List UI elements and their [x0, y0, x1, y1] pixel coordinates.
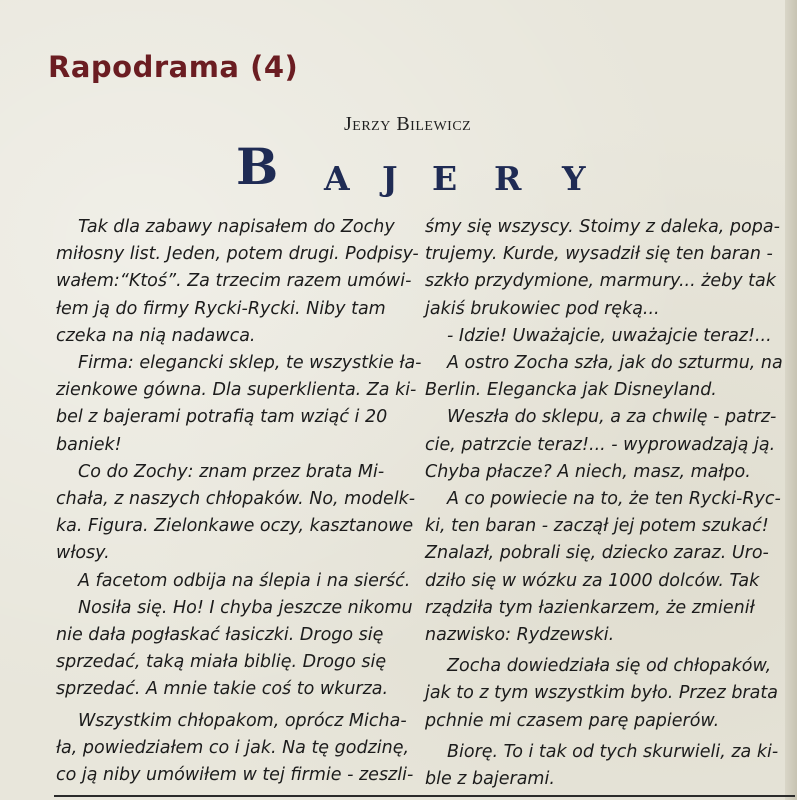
text-line: czeka na nią nadawca.	[56, 325, 256, 346]
text-line: szkło przydymione, marmury... żeby tak	[425, 271, 776, 292]
text-line: Berlin. Elegancka jak Disneyland.	[425, 380, 717, 401]
text-line: Nosiła się. Ho! I chyba jeszcze nikomu	[78, 597, 413, 618]
text-line: Zocha dowiedziała się od chłopaków,	[447, 656, 772, 677]
text-line: rządziła tym łazienkarzem, że zmienił	[425, 597, 755, 618]
text-line: baniek!	[56, 434, 122, 455]
text-line: sprzedać. A mnie takie coś to wkurza.	[56, 679, 389, 700]
author-name: Jerzy Bilewicz	[344, 113, 472, 135]
article-column-left	[56, 214, 422, 789]
text-line: ble z bajerami.	[425, 769, 555, 790]
text-line: A ostro Zocha szła, jak do szturmu, na	[447, 353, 783, 374]
title-letter: B	[236, 137, 279, 196]
text-line: cie, patrzcie teraz!... - wyprowadzają ją.	[425, 434, 776, 455]
text-line: Firma: elegancki sklep, te wszystkie ła-	[78, 353, 422, 374]
text-line: bel z bajerami potrafią tam wziąć i 20	[56, 407, 388, 428]
text-line: dziło się w wózku za 1000 dolców. Tak	[425, 570, 760, 591]
text-line: Tak dla zabawy napisałem do Zochy	[78, 217, 395, 237]
text-line: włosy.	[56, 543, 110, 564]
text-line: ki, ten baran - zaczął jej potem szukać!	[425, 516, 769, 537]
text-line: A facetom odbija na ślepia i na sierść.	[78, 570, 411, 591]
title-letter: Y	[562, 159, 586, 198]
text-line: ka. Figura. Zielonkawe oczy, kasztanowe	[56, 516, 414, 537]
text-line: śmy się wszyscy. Stoimy z daleka, popa-	[425, 217, 780, 237]
text-line: - Idzie! Uważajcie, uważajcie teraz!...	[447, 325, 772, 346]
section-title: Rapodrama (4)	[48, 50, 299, 84]
text-line: zienkowe gówna. Dla superklienta. Za ki-	[56, 380, 417, 401]
text-line: miłosny list. Jeden, potem drugi. Podpisy-	[56, 244, 419, 265]
title-letter: R	[494, 159, 522, 198]
text-line: łem ją do firmy Rycki-Rycki. Niby tam	[56, 298, 386, 319]
text-line: Chyba płacze? A niech, masz, małpo.	[425, 461, 751, 482]
text-line: jakiś brukowiec pod ręką...	[425, 298, 660, 319]
article-column-right	[425, 214, 783, 793]
text-line: wałem:“Ktoś”. Za trzecim razem umówi-	[56, 271, 412, 292]
text-line: nazwisko: Rydzewski.	[425, 625, 615, 646]
text-line: A co powiecie na to, że ten Rycki-Ryc-	[447, 489, 781, 510]
text-line: Co do Zochy: znam przez brata Mi-	[78, 461, 385, 482]
text-line: ła, powiedziałem co i jak. Na tę godzinę,	[56, 737, 410, 758]
text-line: Znalazł, pobrali się, dziecko zaraz. Uro-	[425, 543, 769, 564]
text-line: trujemy. Kurde, wysadził się ten baran -	[425, 244, 773, 265]
text-line: Wszystkim chłopakom, oprócz Micha-	[78, 710, 407, 731]
title-letter: E	[432, 159, 458, 198]
text-line: co ją niby umówiłem w tej firmie - zeszli-	[56, 765, 414, 786]
text-line: Biorę. To i tak od tych skurwieli, za ki-	[447, 741, 779, 762]
text-line: chała, z naszych chłopaków. No, modelk-	[56, 489, 416, 510]
bottom-rule	[54, 795, 795, 797]
text-line: jak to z tym wszystkim było. Przez brata	[425, 683, 778, 704]
adjacent-page-edge	[785, 0, 797, 800]
title-letter: A	[324, 159, 350, 198]
text-line: sprzedać, taką miała biblię. Drogo się	[56, 652, 387, 673]
title-letter: J	[382, 159, 398, 198]
text-line: nie dała pogłaskać łasiczki. Drogo się	[56, 625, 384, 646]
text-line: Weszła do sklepu, a za chwilę - patrz-	[447, 407, 777, 428]
text-line: pchnie mi czasem parę papierów.	[425, 710, 720, 731]
